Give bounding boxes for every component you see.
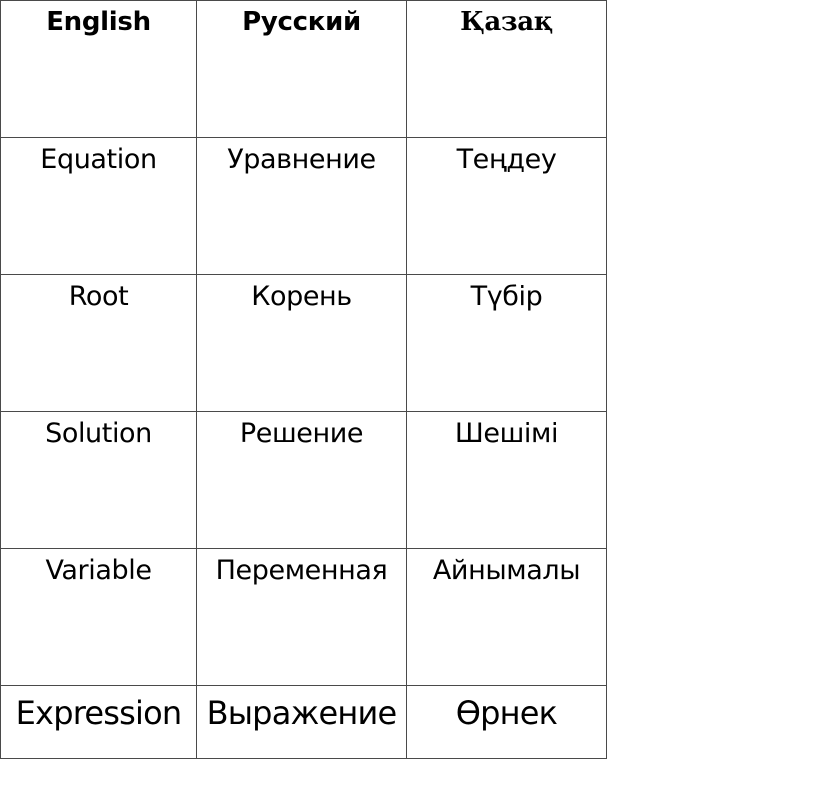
cell-russian [197, 275, 407, 412]
cell-english [1, 412, 197, 549]
cell-english [1, 686, 197, 759]
cell-text: Expression [15, 694, 182, 732]
cell-text: Solution [45, 418, 152, 449]
cell-text: Выражение [206, 694, 397, 732]
table-header [1, 1, 607, 138]
cell-english [1, 138, 197, 275]
cell-text: Түбір [470, 281, 543, 312]
table-row [1, 412, 607, 549]
cell-text: Корень [251, 281, 352, 312]
table-row [1, 549, 607, 686]
cell-text: Теңдеу [456, 144, 557, 175]
table-body [1, 138, 607, 759]
header-label: English [46, 7, 151, 37]
cell-text: Variable [45, 555, 152, 586]
cell-english [1, 275, 197, 412]
cell-text: Root [68, 281, 129, 312]
header-russian [197, 1, 407, 138]
cell-kazakh [407, 138, 607, 275]
header-row [1, 1, 607, 138]
cell-russian [197, 686, 407, 759]
header-kazakh [407, 1, 607, 138]
cell-kazakh [407, 686, 607, 759]
cell-text: Шешімі [454, 418, 559, 449]
cell-text: Өрнек [455, 694, 558, 732]
table-row [1, 686, 607, 759]
cell-text: Переменная [215, 555, 388, 586]
header-label: Қазақ [460, 7, 553, 37]
cell-russian [197, 412, 407, 549]
cell-kazakh [407, 549, 607, 686]
cell-text: Айнымалы [432, 555, 581, 586]
table-row [1, 138, 607, 275]
cell-text: Уравнение [227, 144, 376, 175]
header-label: Русский [242, 7, 361, 37]
cell-text: Equation [40, 144, 157, 175]
cell-english [1, 549, 197, 686]
cell-kazakh [407, 412, 607, 549]
cell-kazakh [407, 275, 607, 412]
cell-text: Решение [239, 418, 364, 449]
header-english [1, 1, 197, 138]
cell-russian [197, 138, 407, 275]
table-row [1, 275, 607, 412]
cell-russian [197, 549, 407, 686]
